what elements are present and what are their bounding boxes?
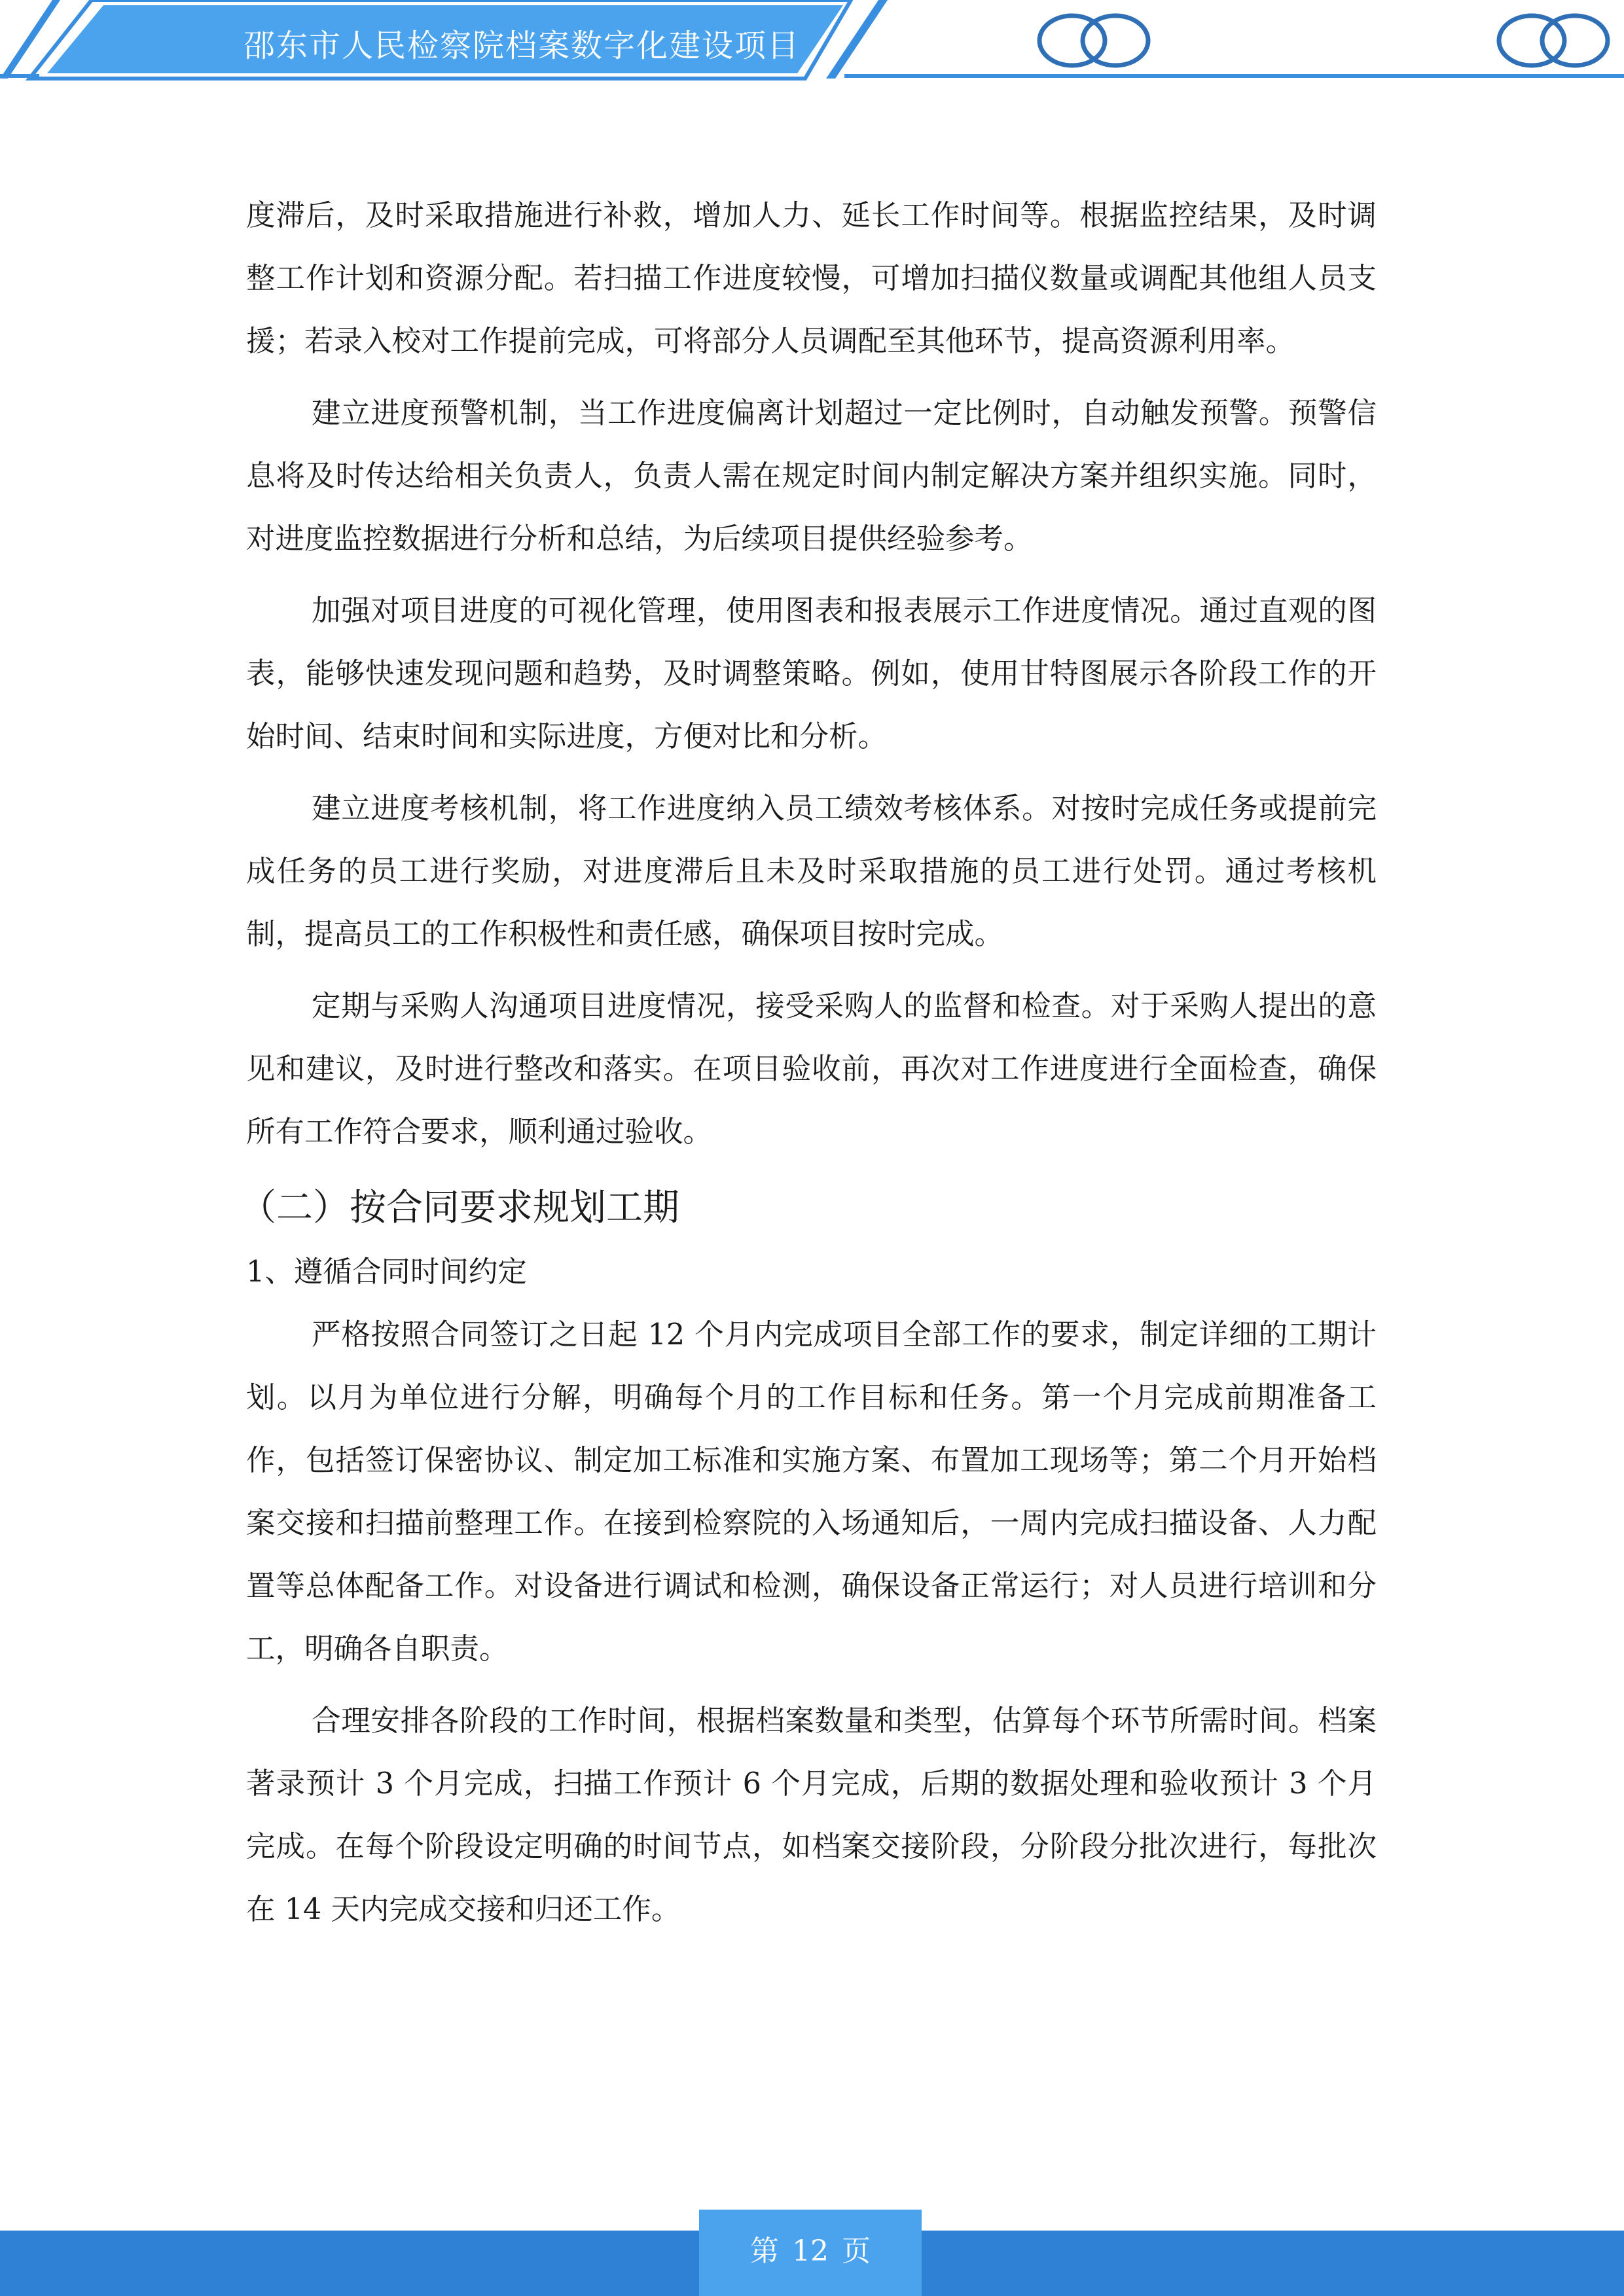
page-number: [699, 2219, 922, 2284]
paragraph: 加强对项目进度的可视化管理，使用图表和报表展示工作进度情况。通过直观的图表，能够快速发现问题和趋势，及时调整策略。例如，使用甘特图展示各阶段工作的开始时间、结束时间和实际进度，方便对比和分析。: [246, 594, 1377, 753]
rings-icon: [1039, 16, 1148, 65]
rings-icon: [1499, 16, 1608, 65]
document-body: [240, 185, 1377, 1950]
section-heading: （二）按合同要求规划工期: [240, 1187, 679, 1229]
paragraph: 建立进度考核机制，将工作进度纳入员工绩效考核体系。对按时完成任务或提前完成任务的员工进行奖励，对进度滞后且未及时采取措施的员工进行处罚。通过考核机制，提高员工的工作积极性和责任感，确保项目按时完成。: [246, 792, 1377, 951]
paragraph: 严格按照合同签订之日起 12 个月内完成项目全部工作的要求，制定详细的工期计划。以月为单位进行分解，明确每个月的工作目标和任务。第一个月完成前期准备工作，包括签订保密协议、制定加工标准和实施方案、布置加工现场等；第二个月开始档案交接和扫描前整理工作。在接到检察院的入场通知后，一周内完成扫描设备、人力配置等总体配备工作。对设备进行调试和检测，确保设备正常运行；对人员进行培训和分工，明确各自职责。: [246, 1318, 1377, 1666]
header-title: 邵东市人民检察院档案数字化建设项目: [244, 27, 801, 64]
paragraph: 定期与采购人沟通项目进度情况，接受采购人的监督和检查。对于采购人提出的意见和建议，及时进行整改和落实。在项目验收前，再次对工作进度进行全面检查，确保所有工作符合要求，顺利通过验收。: [246, 990, 1377, 1149]
paragraph: 度滞后，及时采取措施进行补救，增加人力、延长工作时间等。根据监控结果，及时调整工作计划和资源分配。若扫描工作进度较慢，可增加扫描仪数量或调配其他组人员支援；若录入校对工作提前完成，可将部分人员调配至其他环节，提高资源利用率。: [246, 199, 1377, 358]
paragraph: 合理安排各阶段的工作时间，根据档案数量和类型，估算每个环节所需时间。档案著录预计 3 个月完成，扫描工作预计 6 个月完成，后期的数据处理和验收预计 3 个月完成。在每个阶段设定明确的时间节点，如档案交接阶段，分阶段分批次进行，每批次在 14 天内完成交接和归还工作。: [246, 1704, 1377, 1926]
subsection-heading: 1、遵循合同时间约定: [246, 1255, 527, 1289]
page-prefix: 第: [750, 2234, 779, 2268]
page-suffix: 页: [842, 2234, 871, 2268]
paragraph: 建立进度预警机制，当工作进度偏离计划超过一定比例时，自动触发预警。预警信息将及时传达给相关负责人，负责人需在规定时间内制定解决方案并组织实施。同时，对进度监控数据进行分析和总结，为后续项目提供经验参考。: [246, 397, 1377, 556]
page-header: [0, 0, 1624, 85]
page-number-value: 12: [792, 2234, 829, 2268]
